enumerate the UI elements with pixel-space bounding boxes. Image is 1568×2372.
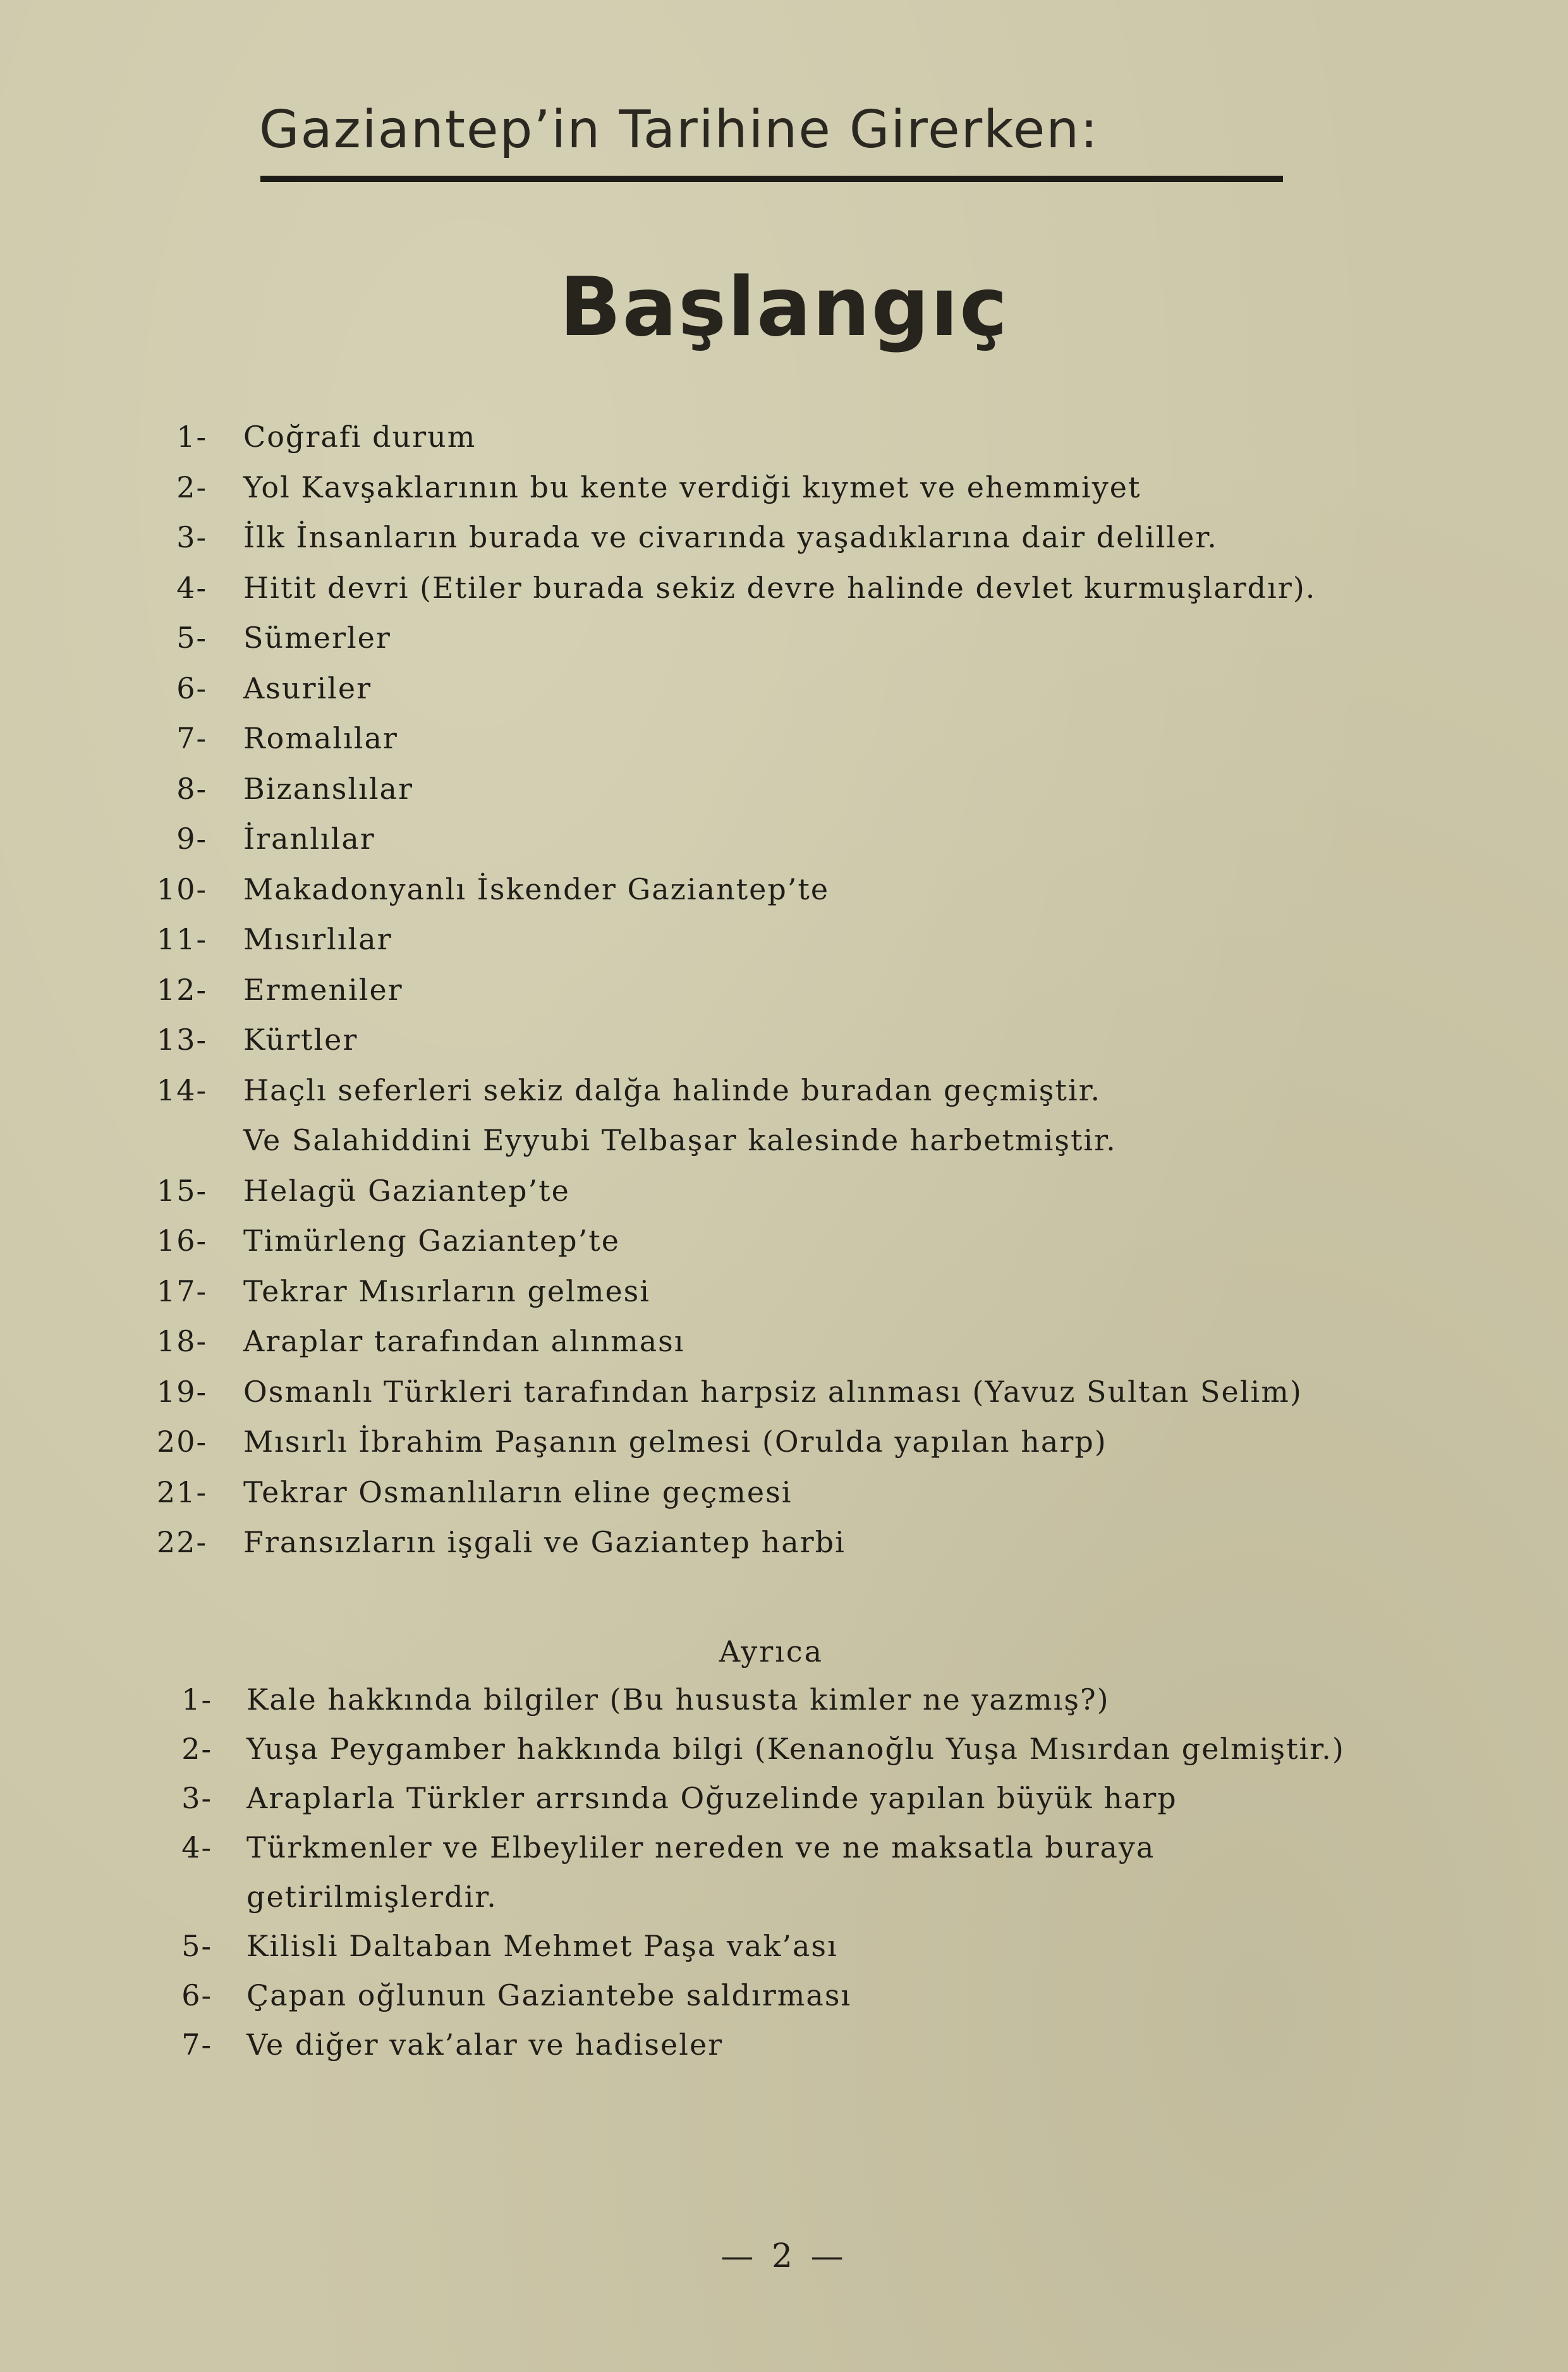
list-item-number: 4- bbox=[181, 1830, 212, 1864]
list-item bbox=[0, 1973, 1568, 2017]
list-item-text: Osmanlı Türkleri tarafından harpsiz alınması (Yavuz Sultan Selim) bbox=[243, 1374, 1303, 1409]
list-item bbox=[0, 1420, 1568, 1464]
list-item bbox=[0, 817, 1568, 861]
list-item bbox=[0, 767, 1568, 811]
list-item bbox=[0, 917, 1568, 961]
list-item-number: 8- bbox=[176, 771, 207, 806]
list-item-text: Timürleng Gaziantep’te bbox=[243, 1224, 620, 1258]
list-item-text: Romalılar bbox=[243, 721, 398, 755]
list-item-number: 19- bbox=[156, 1374, 207, 1409]
list-item bbox=[0, 1068, 1568, 1112]
list-item bbox=[0, 1727, 1568, 1771]
list-item-text: Mısırlı İbrahim Paşanın gelmesi (Orulda yapılan harp) bbox=[243, 1425, 1107, 1459]
list-item-text: Araplar tarafından alınması bbox=[243, 1324, 685, 1358]
page-header-title: Gaziantep’in Tarihine Girerken: bbox=[259, 100, 1099, 160]
list-item-text: Araplarla Türkler arrsında Oğuzelinde yapılan büyük harp bbox=[246, 1781, 1177, 1815]
list-item bbox=[0, 616, 1568, 660]
list-item-text: Yol Kavşaklarının bu kente verdiği kıymet ve ehemmiyet bbox=[243, 470, 1141, 504]
list-item-text: Fransızların işgali ve Gaziantep harbi bbox=[243, 1525, 846, 1559]
list-item-text: Çapan oğlunun Gaziantebe saldırması bbox=[246, 1978, 852, 2012]
list-item-text: Mısırlılar bbox=[243, 922, 392, 956]
list-item-number: 3- bbox=[176, 520, 207, 554]
list-item-text: getirilmişlerdir. bbox=[246, 1880, 497, 1914]
list-item-text: Hitit devri (Etiler burada sekiz devre halinde devlet kurmuşlardır). bbox=[243, 570, 1316, 605]
list-item bbox=[0, 1118, 1568, 1162]
list-item bbox=[0, 867, 1568, 911]
list-item bbox=[0, 1924, 1568, 1968]
list-item-text: İranlılar bbox=[243, 822, 375, 856]
list-item-text: Tekrar Osmanlıların eline geçmesi bbox=[243, 1475, 793, 1509]
list-item bbox=[0, 968, 1568, 1012]
list-item-number: 21- bbox=[156, 1475, 207, 1509]
list-item bbox=[0, 566, 1568, 610]
list-item bbox=[0, 666, 1568, 710]
list-item-number: 6- bbox=[176, 671, 207, 705]
list-item bbox=[0, 1319, 1568, 1363]
list-item-text: Coğrafi durum bbox=[243, 420, 477, 454]
list-item-number: 18- bbox=[156, 1324, 207, 1358]
list-item-text: Yuşa Peygamber hakkında bilgi (Kenanoğlu Yuşa Mısırdan gelmiştir.) bbox=[246, 1732, 1345, 1766]
list-item-text: Kale hakkında bilgiler (Bu hususta kimler ne yazmış?) bbox=[246, 1682, 1110, 1717]
list-item bbox=[0, 1520, 1568, 1564]
list-item-number: 11- bbox=[156, 922, 207, 956]
list-item-number: 7- bbox=[181, 2028, 212, 2062]
list-item bbox=[0, 1875, 1568, 1919]
list-item-text: Ermeniler bbox=[243, 972, 403, 1007]
list-item-text: Türkmenler ve Elbeyliler nereden ve ne maksatla buraya bbox=[246, 1830, 1155, 1864]
list-item-number: 10- bbox=[156, 872, 207, 906]
list-item bbox=[0, 1370, 1568, 1414]
list-item-number: 2- bbox=[176, 470, 207, 504]
list-item-text: İlk İnsanların burada ve civarında yaşadıklarına dair deliller. bbox=[243, 520, 1218, 554]
list-item bbox=[0, 1018, 1568, 1062]
list-item-text: Asuriler bbox=[243, 671, 372, 705]
list-item-number: 6- bbox=[181, 1978, 212, 2012]
list-item-number: 5- bbox=[176, 621, 207, 655]
list-item-text: Kilisli Daltaban Mehmet Paşa vak’ası bbox=[246, 1929, 838, 1963]
list-item-number: 14- bbox=[156, 1073, 207, 1107]
list-item bbox=[0, 1677, 1568, 1722]
list-item-number: 12- bbox=[156, 972, 207, 1007]
list-item-text: Ve Salahiddini Eyyubi Telbaşar kalesinde harbetmiştir. bbox=[243, 1123, 1117, 1157]
list-item bbox=[0, 1470, 1568, 1514]
list-item-number: 20- bbox=[156, 1425, 207, 1459]
list-item-number: 1- bbox=[181, 1682, 212, 1717]
list-item-text: Tekrar Mısırların gelmesi bbox=[243, 1274, 650, 1308]
list-item-number: 16- bbox=[156, 1224, 207, 1258]
list-item-number: 1- bbox=[176, 420, 207, 454]
list-item-number: 15- bbox=[156, 1173, 207, 1208]
list-item-number: 2- bbox=[181, 1732, 212, 1766]
list-item bbox=[0, 716, 1568, 760]
list-item-text: Ve diğer vak’alar ve hadiseler bbox=[246, 2028, 724, 2062]
list-item bbox=[0, 465, 1568, 509]
page-number: — 2 — bbox=[720, 2237, 848, 2275]
list-item bbox=[0, 2022, 1568, 2067]
list-item-number: 13- bbox=[156, 1023, 207, 1057]
list-item-number: 3- bbox=[181, 1781, 212, 1815]
list-item-text: Makadonyanlı İskender Gaziantep’te bbox=[243, 872, 830, 906]
list-item-number: 9- bbox=[176, 822, 207, 856]
section-title: Başlangıç bbox=[559, 260, 1009, 355]
list-item-number: 22- bbox=[156, 1525, 207, 1559]
list-item bbox=[0, 1776, 1568, 1820]
list-item-number: 4- bbox=[176, 570, 207, 605]
list-item-text: Sümerler bbox=[243, 621, 391, 655]
header-rule bbox=[260, 176, 1283, 182]
list-item-number: 17- bbox=[156, 1274, 207, 1308]
list-item bbox=[0, 515, 1568, 559]
list-item bbox=[0, 1219, 1568, 1263]
list-item-text: Bizanslılar bbox=[243, 771, 413, 806]
list-item-number: 7- bbox=[176, 721, 207, 755]
list-item bbox=[0, 1269, 1568, 1313]
list-item bbox=[0, 1169, 1568, 1213]
list-item bbox=[0, 415, 1568, 459]
list-item-text: Kürtler bbox=[243, 1023, 358, 1057]
list-item-text: Haçlı seferleri sekiz dalğa halinde buradan geçmiştir. bbox=[243, 1073, 1102, 1107]
list-item-text: Helagü Gaziantep’te bbox=[243, 1173, 570, 1208]
list-item bbox=[0, 1825, 1568, 1870]
subheading: Ayrıca bbox=[719, 1634, 824, 1669]
list-item-number: 5- bbox=[181, 1929, 212, 1963]
